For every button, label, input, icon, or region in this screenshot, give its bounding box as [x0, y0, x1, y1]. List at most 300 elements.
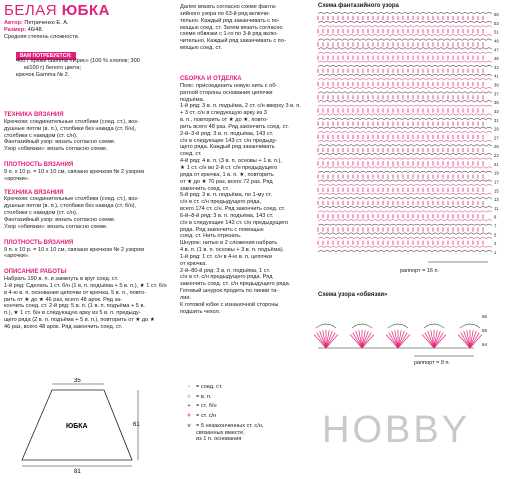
- chain-arch: [486, 118, 492, 120]
- chain-arch: [336, 145, 342, 147]
- chain-arch: [366, 180, 372, 182]
- chain-arch: [468, 198, 474, 200]
- chain-arch: [456, 246, 462, 248]
- chain-arch: [354, 79, 360, 81]
- chain-arch: [456, 193, 462, 195]
- text-line: 6-й–8-й ряд: 3 в. п. подъёма, 143 ст.: [180, 212, 274, 219]
- text-line: 2-й–3-й ряд: 3 в. п. подъёма, 143 ст.: [180, 130, 274, 137]
- chain-arch: [342, 13, 348, 15]
- chain-arch: [330, 74, 336, 76]
- text-line: ратной стороны основания цепочки: [180, 89, 273, 96]
- chain-arch: [468, 105, 474, 107]
- chain-arch: [354, 206, 360, 208]
- chain-arch: [426, 39, 432, 41]
- chain-arch: [444, 65, 450, 67]
- chain-arch: [360, 52, 366, 54]
- chain-arch: [456, 79, 462, 81]
- chain-arch: [468, 145, 474, 147]
- chain-arch: [318, 251, 324, 253]
- chain-arch: [432, 180, 438, 182]
- chain-arch: [426, 171, 432, 173]
- chain-arch: [348, 180, 354, 182]
- chain-arch: [402, 237, 408, 239]
- chain-arch: [462, 118, 468, 120]
- chain-arch: [396, 154, 402, 156]
- chain-arch: [348, 61, 354, 63]
- chain-arch: [318, 118, 324, 120]
- chain-arch: [384, 193, 390, 195]
- badge-text: ВАМ ПОТРЕБУЕТСЯ:: [16, 52, 76, 60]
- chain-arch: [324, 184, 330, 186]
- chain-arch: [450, 48, 456, 50]
- chain-arch: [378, 158, 384, 160]
- chain-arch: [324, 206, 330, 208]
- text-line: щего ряда. Каждый ряд заканчивать: [180, 144, 275, 151]
- chain-arch: [414, 145, 420, 147]
- chain-arch: [324, 39, 330, 41]
- chain-arch: [366, 184, 372, 186]
- chain-arch: [486, 184, 492, 186]
- chain-arch: [438, 154, 444, 156]
- chain-arch: [438, 92, 444, 94]
- row-number: 31: [494, 117, 499, 123]
- chain-arch: [444, 26, 450, 28]
- chain-arch: [480, 127, 486, 129]
- chain-arch: [486, 211, 492, 213]
- chain-arch: [450, 26, 456, 28]
- chain-arch: [396, 21, 402, 23]
- chain-arch: [420, 206, 426, 208]
- chain-arch: [390, 127, 396, 129]
- chain-arch: [402, 39, 408, 41]
- fan-arch: [316, 324, 336, 328]
- chain-arch: [432, 92, 438, 94]
- chain-arch: [324, 114, 330, 116]
- chain-arch: [462, 101, 468, 103]
- chain-arch: [432, 237, 438, 239]
- chain-arch: [426, 87, 432, 89]
- chain-arch: [372, 251, 378, 253]
- chain-arch: [456, 132, 462, 134]
- chain-arch: [444, 198, 450, 200]
- chain-arch: [426, 118, 432, 120]
- chain-arch: [462, 171, 468, 173]
- chain-arch: [456, 92, 462, 94]
- chain-arch: [372, 198, 378, 200]
- chain-arch: [450, 127, 456, 129]
- chain-arch: [450, 158, 456, 160]
- row-number: 9: [494, 214, 497, 220]
- chain-arch: [354, 61, 360, 63]
- chain-arch: [474, 167, 480, 169]
- chain-arch: [378, 79, 384, 81]
- legend-item: из 1 п. основания: [196, 436, 242, 443]
- chain-arch: [432, 211, 438, 213]
- chain-arch: [486, 21, 492, 23]
- chain-arch: [366, 233, 372, 235]
- chain-arch: [348, 52, 354, 54]
- chain-arch: [354, 92, 360, 94]
- chain-arch: [444, 246, 450, 248]
- chain-arch: [474, 79, 480, 81]
- row-number: 47: [494, 47, 499, 53]
- chain-arch: [402, 74, 408, 76]
- chain-arch: [432, 158, 438, 160]
- chain-arch: [468, 224, 474, 226]
- chain-arch: [426, 52, 432, 54]
- chain-arch: [432, 114, 438, 116]
- chain-arch: [360, 114, 366, 116]
- chain-arch: [444, 118, 450, 120]
- chain-arch: [348, 114, 354, 116]
- chain-arch: [408, 65, 414, 67]
- chain-arch: [474, 35, 480, 37]
- chain-arch: [360, 154, 366, 156]
- row-number: 35: [494, 100, 499, 106]
- chain-arch: [390, 61, 396, 63]
- chain-arch: [402, 13, 408, 15]
- chain-arch: [462, 52, 468, 54]
- text-line: душные петли (в. п.), столбики без накида (ст. б/н),: [4, 125, 137, 132]
- chain-arch: [318, 158, 324, 160]
- chain-arch: [462, 220, 468, 222]
- chain-arch: [318, 13, 324, 15]
- text-line: К готовой юбке с изнаночной стороны: [180, 301, 279, 308]
- chain-arch: [456, 220, 462, 222]
- chain-arch: [390, 26, 396, 28]
- chain-arch: [366, 246, 372, 248]
- text-line: соед. ст.: [180, 151, 202, 158]
- chain-arch: [486, 158, 492, 160]
- chain-arch: [372, 211, 378, 213]
- chain-arch: [480, 21, 486, 23]
- text-line: зийного узора по 63-й ряд включи-: [180, 10, 270, 17]
- chain-arch: [480, 65, 486, 67]
- text-line: кончить соед. ст. 2-й ряд: 5 в. п. (1 в. п. подъёма + 5 в.: [4, 303, 145, 310]
- chain-arch: [366, 158, 372, 160]
- chain-arch: [342, 140, 348, 142]
- chain-arch: [414, 118, 420, 120]
- chain-arch: [462, 237, 468, 239]
- chain-arch: [372, 114, 378, 116]
- chain-arch: [456, 61, 462, 63]
- chain-arch: [402, 171, 408, 173]
- chain-arch: [360, 48, 366, 50]
- chain-arch: [462, 74, 468, 76]
- chain-arch: [396, 237, 402, 239]
- chain-arch: [378, 118, 384, 120]
- chain-arch: [396, 13, 402, 15]
- chain-arch: [480, 224, 486, 226]
- chain-arch: [402, 140, 408, 142]
- chain-arch: [342, 251, 348, 253]
- chain-arch: [402, 158, 408, 160]
- chain-arch: [486, 65, 492, 67]
- text-line: 1-й ряд: 3 в. п. подъёма, 2 ст. с/н вверху 3 в. п.: [180, 103, 301, 110]
- chain-arch: [462, 87, 468, 89]
- chain-arch: [426, 184, 432, 186]
- chain-arch: [336, 158, 342, 160]
- chain-arch: [444, 61, 450, 63]
- chain-arch: [468, 39, 474, 41]
- pattern-meta: [4, 20, 174, 41]
- chain-arch: [360, 87, 366, 89]
- chain-arch: [420, 198, 426, 200]
- chain-arch: [408, 220, 414, 222]
- chain-arch: [348, 220, 354, 222]
- chain-arch: [432, 140, 438, 142]
- chain-arch: [378, 224, 384, 226]
- chain-arch: [336, 237, 342, 239]
- chain-arch: [402, 206, 408, 208]
- text-line: Пояс: присоединить новую нить с об-: [180, 82, 278, 89]
- chain-arch: [330, 154, 336, 156]
- section-heading: ПЛОТНОСТЬ ВЯЗАНИЯ: [4, 162, 74, 169]
- chain-arch: [450, 52, 456, 54]
- chain-arch: [324, 193, 330, 195]
- text-line: 1-й ряд: 1 ст. с/н в 4-ю в. п. цепочки: [180, 253, 272, 260]
- chain-arch: [486, 206, 492, 208]
- chain-arch: [390, 211, 396, 213]
- title-main: БЕЛАЯ: [4, 2, 58, 19]
- chain-arch: [408, 154, 414, 156]
- chain-arch: [444, 21, 450, 23]
- chain-arch: [336, 92, 342, 94]
- chain-arch: [372, 118, 378, 120]
- chain-arch: [318, 233, 324, 235]
- chain-arch: [408, 114, 414, 116]
- chain-arch: [318, 220, 324, 222]
- row-number: 39: [494, 82, 499, 88]
- row-number: 53: [494, 20, 499, 26]
- chain-arch: [408, 224, 414, 226]
- chain-arch: [342, 61, 348, 63]
- chain-arch: [354, 145, 360, 147]
- chain-arch: [318, 145, 324, 147]
- chain-arch: [438, 233, 444, 235]
- chain-arch: [444, 105, 450, 107]
- chain-arch: [468, 13, 474, 15]
- chain-arch: [444, 74, 450, 76]
- chain-arch: [372, 105, 378, 107]
- chain-arch: [390, 35, 396, 37]
- chain-arch: [486, 167, 492, 169]
- chain-arch: [450, 145, 456, 147]
- chain-arch: [366, 220, 372, 222]
- chain-arch: [360, 211, 366, 213]
- chain-arch: [420, 224, 426, 226]
- chain-arch: [354, 237, 360, 239]
- chain-arch: [438, 158, 444, 160]
- chain-arch: [432, 246, 438, 248]
- chain-arch: [342, 65, 348, 67]
- chain-arch: [480, 180, 486, 182]
- chain-arch: [432, 233, 438, 235]
- row-number: 19: [494, 170, 499, 176]
- chain-arch: [480, 246, 486, 248]
- chain-arch: [486, 13, 492, 15]
- chain-arch: [480, 13, 486, 15]
- chain-arch: [330, 145, 336, 147]
- chain-arch: [354, 52, 360, 54]
- chain-arch: [438, 26, 444, 28]
- chain-arch: [336, 140, 342, 142]
- chain-arch: [438, 206, 444, 208]
- chain-arch: [354, 26, 360, 28]
- chain-arch: [378, 220, 384, 222]
- chain-arch: [462, 79, 468, 81]
- chain-arch: [384, 167, 390, 169]
- chain-arch: [360, 184, 366, 186]
- chain-arch: [432, 251, 438, 253]
- chain-arch: [330, 132, 336, 134]
- text-line: ряда от крючка, 1 в. п. ★, повторить: [180, 171, 274, 178]
- chain-arch: [372, 132, 378, 134]
- chain-arch: [330, 167, 336, 169]
- chain-arch: [378, 87, 384, 89]
- chain-arch: [324, 145, 330, 147]
- chain-arch: [402, 101, 408, 103]
- chain-arch: [480, 39, 486, 41]
- chain-arch: [432, 171, 438, 173]
- chain-arch: [324, 65, 330, 67]
- text-line: мощью соед. ст.: [180, 45, 222, 52]
- chain-arch: [402, 132, 408, 134]
- chain-arch: [462, 193, 468, 195]
- chain-arch: [420, 220, 426, 222]
- chain-arch: [390, 206, 396, 208]
- chain-arch: [438, 79, 444, 81]
- chain-arch: [486, 198, 492, 200]
- chain-arch: [318, 65, 324, 67]
- chain-arch: [462, 127, 468, 129]
- chain-arch: [408, 74, 414, 76]
- chain-arch: [384, 171, 390, 173]
- chain-arch: [354, 158, 360, 160]
- chain-arch: [372, 145, 378, 147]
- chain-arch: [318, 114, 324, 116]
- chain-arch: [336, 206, 342, 208]
- chain-arch: [432, 224, 438, 226]
- chain-arch: [450, 105, 456, 107]
- text-line: закончить соед. ст. с/н предыдущего ряда.: [180, 281, 291, 288]
- chain-arch: [408, 13, 414, 15]
- chain-arch: [354, 224, 360, 226]
- chain-arch: [462, 26, 468, 28]
- chain-arch: [330, 105, 336, 107]
- material-line: крючок Gamma № 2.: [16, 71, 70, 78]
- text-line: 5-й ряд: 3 в. п. подъёма, по 1-му ст.: [180, 192, 273, 199]
- chain-arch: [408, 171, 414, 173]
- chain-arch: [360, 21, 366, 23]
- chain-arch: [384, 154, 390, 156]
- chain-arch: [456, 154, 462, 156]
- chain-arch: [468, 52, 474, 54]
- chain-arch: [414, 35, 420, 37]
- chain-arch: [450, 65, 456, 67]
- chain-arch: [336, 52, 342, 54]
- chain-arch: [438, 251, 444, 253]
- chain-arch: [450, 251, 456, 253]
- chain-arch: [444, 39, 450, 41]
- chain-arch: [456, 74, 462, 76]
- chain-arch: [378, 74, 384, 76]
- chain-arch: [342, 220, 348, 222]
- chain-arch: [420, 39, 426, 41]
- chain-arch: [456, 127, 462, 129]
- chain-arch: [462, 61, 468, 63]
- chain-arch: [396, 26, 402, 28]
- chain-arch: [324, 132, 330, 134]
- chain-arch: [480, 233, 486, 235]
- chain-arch: [474, 61, 480, 63]
- chain-arch: [408, 35, 414, 37]
- left-instructions: [4, 112, 176, 331]
- chain-arch: [384, 79, 390, 81]
- chain-arch: [468, 26, 474, 28]
- chain-arch: [426, 101, 432, 103]
- chain-arch: [450, 167, 456, 169]
- chain-arch: [384, 180, 390, 182]
- chain-arch: [378, 198, 384, 200]
- chain-arch: [336, 65, 342, 67]
- chain-arch: [468, 233, 474, 235]
- chain-arch: [318, 101, 324, 103]
- chain-arch: [396, 246, 402, 248]
- chain-arch: [420, 233, 426, 235]
- chain-arch: [462, 233, 468, 235]
- text-line: Крючком: соединительные столбики (соед. ст.), воз-: [4, 118, 139, 125]
- chain-arch: [348, 206, 354, 208]
- chain-arch: [330, 184, 336, 186]
- chain-arch: [486, 35, 492, 37]
- chain-arch: [336, 251, 342, 253]
- chain-arch: [366, 154, 372, 156]
- chain-arch: [348, 140, 354, 142]
- chain-arch: [480, 154, 486, 156]
- chain-arch: [390, 158, 396, 160]
- chain-arch: [444, 48, 450, 50]
- chain-arch: [366, 21, 372, 23]
- chain-arch: [366, 206, 372, 208]
- chain-arch: [468, 167, 474, 169]
- chain-arch: [480, 193, 486, 195]
- chain-arch: [480, 79, 486, 81]
- chain-arch: [450, 220, 456, 222]
- chain-arch: [414, 246, 420, 248]
- chain-arch: [384, 220, 390, 222]
- chain-arch: [444, 127, 450, 129]
- chain-arch: [402, 48, 408, 50]
- chain-arch: [438, 39, 444, 41]
- chain-arch: [318, 211, 324, 213]
- chain-arch: [348, 101, 354, 103]
- text-line: Крючком: соединительные столбики (соед. ст.), воз-: [4, 196, 139, 203]
- chain-arch: [450, 198, 456, 200]
- text-line: 4 в. п. (1 в. п. основы + 3 в. п. подъёма).: [180, 247, 285, 254]
- chain-arch: [444, 193, 450, 195]
- chain-arch: [414, 198, 420, 200]
- text-line: 9 п. х 10 р. = 10 х 10 см, связано крючком № 2 узором: [4, 246, 145, 253]
- chain-arch: [450, 13, 456, 15]
- chain-arch: [438, 127, 444, 129]
- chain-arch: [432, 145, 438, 147]
- chain-arch: [426, 206, 432, 208]
- chain-arch: [408, 52, 414, 54]
- chain-arch: [486, 237, 492, 239]
- chain-arch: [366, 114, 372, 116]
- text-line: в 4-ю в. п. основания цепочки от крючка, 5 в. п., повто-: [4, 289, 147, 296]
